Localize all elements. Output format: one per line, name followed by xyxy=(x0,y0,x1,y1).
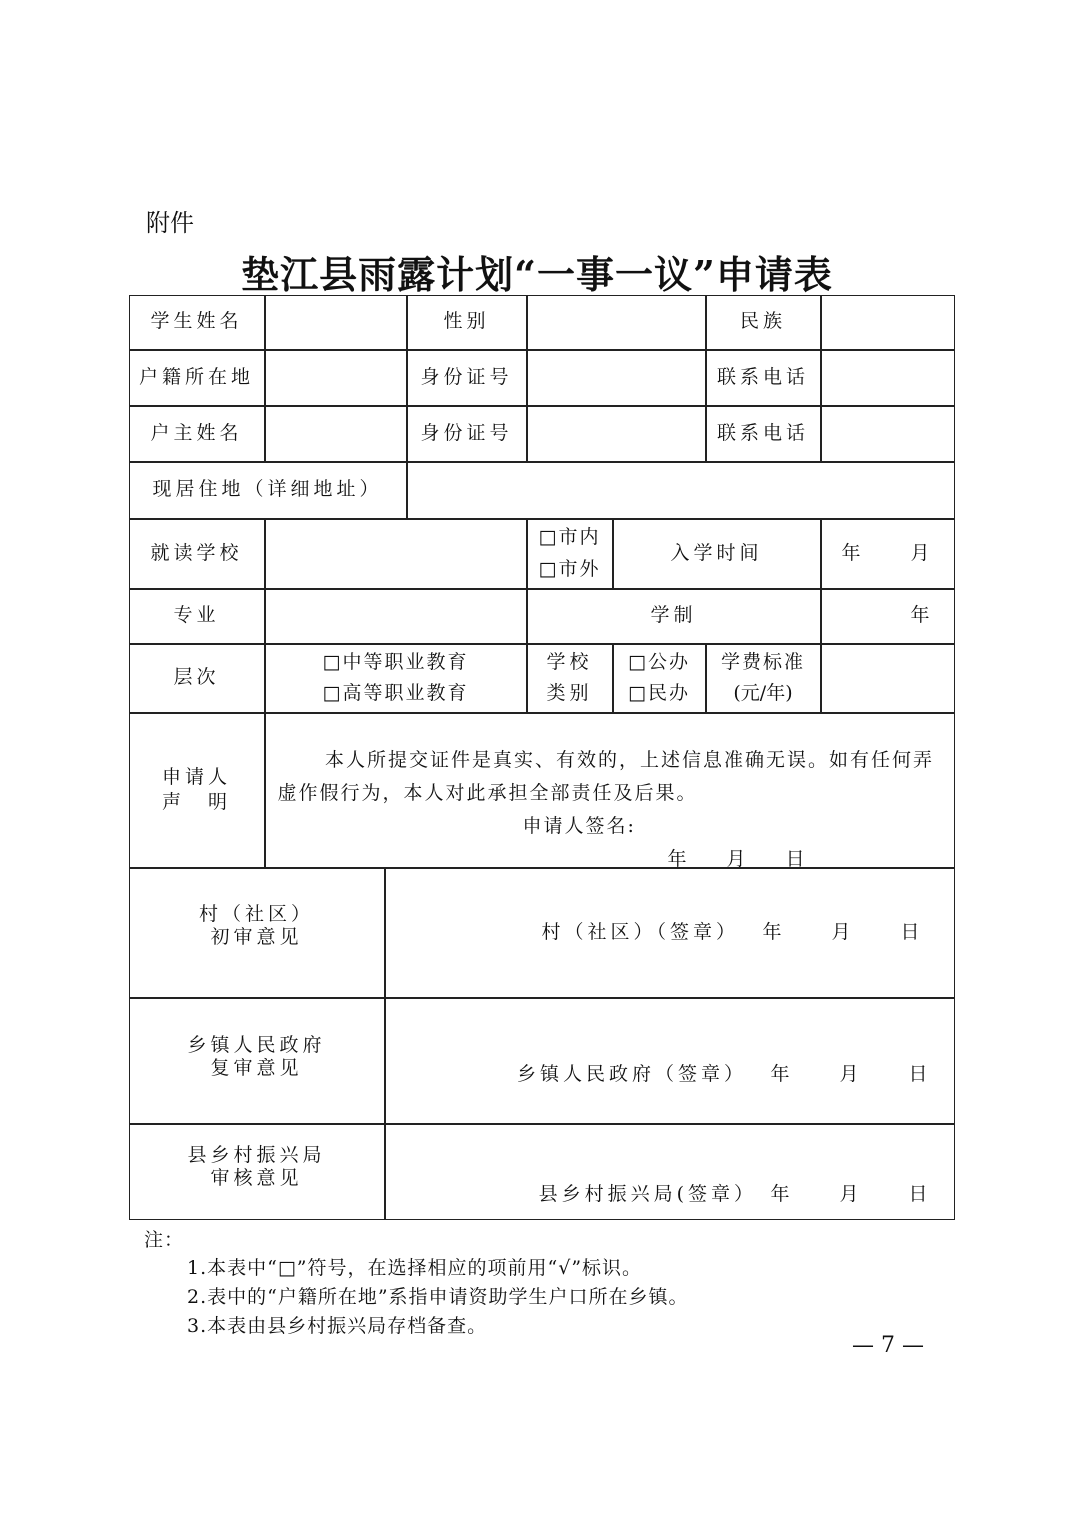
town-line1: 乡镇人民政府 xyxy=(187,1033,326,1056)
label-town-review xyxy=(129,998,385,1124)
label-school: 就读学校 xyxy=(129,519,265,589)
note-item: 3.本表由县乡村振兴局存档备查。 xyxy=(187,1315,488,1337)
attachment-label: 附件 xyxy=(146,209,194,237)
school-type-line2: 类别 xyxy=(546,682,593,704)
tuition-line1: 学费标准 xyxy=(720,650,805,673)
school-type-options xyxy=(613,644,706,713)
county-line2: 审核意见 xyxy=(210,1166,303,1189)
field-householder-id[interactable] xyxy=(527,406,706,462)
form-title: 垫江县雨露计划“一事一议”申请表 xyxy=(241,252,833,297)
applicant-line2: 声 明 xyxy=(161,791,231,813)
label-county-review xyxy=(129,1124,385,1220)
label-duration: 学制 xyxy=(527,589,821,644)
note-item: 2.表中的“户籍所在地”系指申请资助学生户口所在乡镇。 xyxy=(187,1286,689,1308)
page-number: — 7 — xyxy=(852,1333,924,1358)
label-address: 现居住地（详细地址） xyxy=(129,462,407,519)
label-major: 专业 xyxy=(129,589,265,644)
town-line2: 复审意见 xyxy=(210,1056,303,1079)
tuition-line2: (元/年) xyxy=(733,682,793,704)
field-tuition[interactable] xyxy=(821,644,955,713)
field-enroll-time[interactable]: 年 月 xyxy=(821,519,955,589)
checkbox-higher-vocational[interactable]: □高等职业教育 xyxy=(322,682,469,704)
school-type-line1: 学校 xyxy=(546,650,593,673)
checkbox-public[interactable]: □公办 xyxy=(628,650,690,673)
label-level: 层次 xyxy=(129,644,265,713)
label-tuition xyxy=(706,644,821,713)
field-address[interactable] xyxy=(407,462,955,519)
field-ethnicity[interactable] xyxy=(821,295,955,350)
declaration-text: 本人所提交证件是真实、有效的，上述信息准确无误。如有任何弄虚作假行为，本人对此承担全部责任及后果。 xyxy=(277,748,935,804)
note-item: 1.本表中“□”符号，在选择相应的项前用“√”标识。 xyxy=(187,1257,643,1279)
town-sign: 乡镇人民政府（签章） 年 月 日 xyxy=(516,1063,932,1086)
village-sign: 村（社区）（签章） 年 月 日 xyxy=(541,920,924,943)
village-line2: 初审意见 xyxy=(210,925,303,948)
label-village-review xyxy=(129,868,385,998)
label-householder: 户主姓名 xyxy=(129,406,265,462)
field-duration[interactable]: 年 xyxy=(821,589,955,644)
field-phone[interactable] xyxy=(821,350,955,406)
label-hukou: 户籍所在地 xyxy=(129,350,265,406)
field-school[interactable] xyxy=(265,519,527,589)
applicant-signature[interactable]: 申请人签名: xyxy=(522,815,636,837)
label-enroll-time: 入学时间 xyxy=(613,519,821,589)
village-line1: 村（社区） xyxy=(198,902,314,925)
field-id-number[interactable] xyxy=(527,350,706,406)
applicant-date[interactable]: 年 月 日 xyxy=(667,848,807,871)
village-sign-cell[interactable] xyxy=(385,868,955,998)
county-line1: 县乡村振兴局 xyxy=(187,1143,326,1166)
checkbox-in-city[interactable]: □市内 xyxy=(538,526,601,549)
county-sign-cell[interactable] xyxy=(385,1124,955,1220)
label-student-name: 学生姓名 xyxy=(129,295,265,350)
school-location-options xyxy=(527,519,613,589)
field-gender[interactable] xyxy=(527,295,706,350)
field-major[interactable] xyxy=(265,589,527,644)
applicant-line1: 申请人 xyxy=(161,766,231,789)
level-options xyxy=(265,644,527,713)
checkbox-secondary-vocational[interactable]: □中等职业教育 xyxy=(322,650,469,673)
label-applicant-declaration xyxy=(129,713,265,868)
label-householder-phone: 联系电话 xyxy=(706,406,821,462)
field-householder-phone[interactable] xyxy=(821,406,955,462)
label-gender: 性别 xyxy=(407,295,527,350)
checkbox-private[interactable]: □民办 xyxy=(628,682,690,704)
label-ethnicity: 民族 xyxy=(706,295,821,350)
declaration-cell xyxy=(265,713,955,871)
town-sign-cell[interactable] xyxy=(385,998,955,1124)
field-householder[interactable] xyxy=(265,406,407,462)
notes-label: 注： xyxy=(144,1229,185,1251)
county-sign: 县乡村振兴局(签章） 年 月 日 xyxy=(538,1183,932,1206)
field-hukou[interactable] xyxy=(265,350,407,406)
label-id-number: 身份证号 xyxy=(407,350,527,406)
label-householder-id: 身份证号 xyxy=(407,406,527,462)
label-school-type xyxy=(527,644,613,713)
label-phone: 联系电话 xyxy=(706,350,821,406)
field-student-name[interactable] xyxy=(265,295,407,350)
checkbox-out-city[interactable]: □市外 xyxy=(538,557,601,580)
